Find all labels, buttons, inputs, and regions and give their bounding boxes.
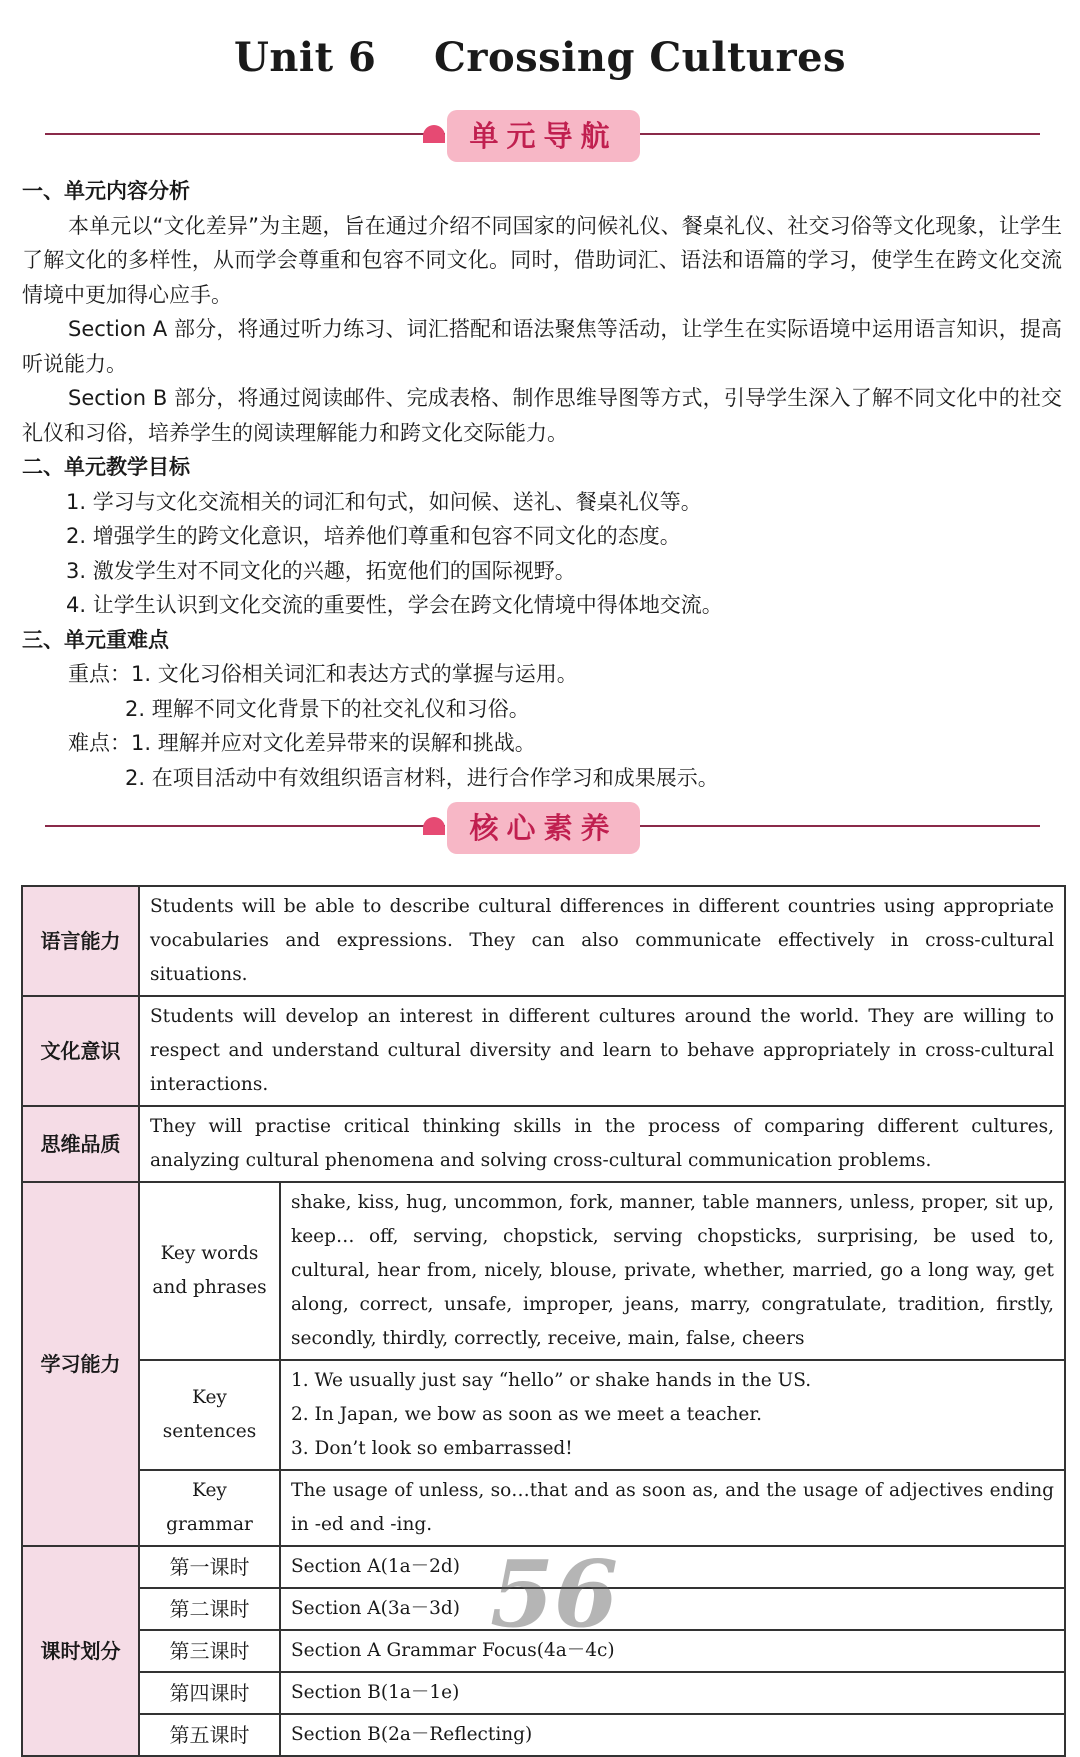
grammar-text: The usage of unless, so…that and as soon as, and the usage of adjectives ending in -ed and -ing.: [280, 1470, 1065, 1546]
table-row: [22, 996, 1065, 1106]
lesson-content: Section A(3a－3d): [280, 1588, 1065, 1630]
sentence-item: 1. We usually just say “hello” or shake hands in the US.: [291, 1370, 812, 1391]
banner-label: 单元导航: [447, 110, 640, 162]
table-row: [22, 1672, 1065, 1714]
category-culture: 文化意识: [22, 996, 139, 1106]
lesson-content: Section B(1a－1e): [280, 1672, 1065, 1714]
divider-line: [45, 825, 445, 827]
goal-item: 2. 增强学生的跨文化意识，培养他们尊重和包容不同文化的态度。: [66, 524, 681, 548]
divider-line: [640, 825, 1040, 827]
keywords-label-line: and phrases: [152, 1277, 267, 1298]
language-ability-text: Students will be able to describe cultural differences in different countries using appropriate vocabularies and expressions. They can also communicate effectively in cross-cultural situations.: [139, 886, 1065, 996]
lesson-name: 第二课时: [139, 1588, 280, 1630]
divider-line: [45, 133, 445, 135]
goal-item: 3. 激发学生对不同文化的兴趣，拓宽他们的国际视野。: [66, 558, 576, 583]
category-schedule: 课时划分: [22, 1546, 139, 1756]
divider-line: [640, 133, 1040, 135]
section-heading: 一、单元内容分析: [22, 179, 190, 203]
table-row: [22, 1106, 1065, 1182]
banner-core-literacy: [0, 800, 1080, 860]
thinking-quality-text: They will practise critical thinking skills in the process of comparing different cultures, analyzing cultural phenomena and solving cross-cultural communication problems.: [139, 1106, 1065, 1182]
banner-ornament: [423, 125, 445, 143]
difficult-point-item: 难点：1. 理解并应对文化差异带来的误解和挑战。: [68, 731, 536, 755]
keywords-label-line: Key words: [160, 1243, 259, 1264]
lesson-content: Section A Grammar Focus(4a－4c): [280, 1630, 1065, 1672]
difficult-point-item: 2. 在项目活动中有效组织语言材料，进行合作学习和成果展示。: [125, 765, 719, 790]
lesson-name: 第一课时: [139, 1546, 280, 1588]
section-heading: 三、单元重难点: [22, 627, 169, 652]
goal-item: 4. 让学生认识到文化交流的重要性，学会在跨文化情境中得体地交流。: [66, 593, 723, 617]
sentences-label: Key sentences: [139, 1360, 280, 1470]
section-heading: 二、单元教学目标: [22, 455, 190, 479]
page-number: 56: [490, 1540, 619, 1648]
lesson-content: Section B(2a－Reflecting): [280, 1714, 1065, 1756]
lesson-name: 第五课时: [139, 1714, 280, 1756]
category-thinking: 思维品质: [22, 1106, 139, 1182]
key-point-item: 重点：1. 文化习俗相关词汇和表达方式的掌握与运用。: [68, 662, 578, 686]
category-learning: 学习能力: [22, 1182, 139, 1546]
lesson-content: Section A(1a－2d): [280, 1546, 1065, 1588]
banner-ornament: [423, 817, 445, 835]
unit-guide-content: [22, 174, 1062, 795]
table-row: [22, 886, 1065, 996]
lesson-name: 第四课时: [139, 1672, 280, 1714]
keywords-text: shake, kiss, hug, uncommon, fork, manner, table manners, unless, proper, sit up, keep… off, serving, chopstick, serving chopsticks, surprising, be used to, cultural, hear from, nicely, blouse, private, whether, married, go a long way, get along, correct, unsafe, improper, jeans, marry, congratulate, tradition, firstly, secondly, thirdly, correctly, receive, main, false, cheers: [280, 1182, 1065, 1360]
table-row: [22, 1470, 1065, 1546]
sentence-item: 3. Don’t look so embarrassed!: [291, 1438, 573, 1459]
cultural-awareness-text: Students will develop an interest in different cultures around the world. They are willing to respect and understand cultural diversity and learn to behave appropriately in cross-cultural interactions.: [139, 996, 1065, 1106]
banner-label: 核心素养: [447, 802, 640, 854]
paragraph: 本单元以“文化差异”为主题，旨在通过介绍不同国家的问候礼仪、餐桌礼仪、社交习俗等文化现象，让学生了解文化的多样性，从而学会尊重和包容不同文化。同时，借助词汇、语法和语篇的学习，使学生在跨文化交流情境中更加得心应手。: [22, 213, 1062, 307]
key-point-item: 2. 理解不同文化背景下的社交礼仪和习俗。: [125, 696, 530, 721]
paragraph: Section B 部分，将通过阅读邮件、完成表格、制作思维导图等方式，引导学生深入了解不同文化中的社交礼仪和习俗，培养学生的阅读理解能力和跨文化交际能力。: [22, 386, 1062, 445]
sentences-list: [280, 1360, 1065, 1470]
sentence-item: 2. In Japan, we bow as soon as we meet a teacher.: [291, 1404, 763, 1425]
keywords-label: [139, 1182, 280, 1360]
page-title: Unit 6 Crossing Cultures: [233, 34, 847, 81]
banner-unit-guide: [0, 108, 1080, 168]
goal-item: 1. 学习与文化交流相关的词汇和句式，如问候、送礼、餐桌礼仪等。: [66, 489, 702, 514]
category-language: 语言能力: [22, 886, 139, 996]
lesson-name: 第三课时: [139, 1630, 280, 1672]
table-row: [22, 1360, 1065, 1470]
grammar-label: Key grammar: [139, 1470, 280, 1546]
paragraph: Section A 部分，将通过听力练习、词汇搭配和语法聚焦等活动，让学生在实际语境中运用语言知识，提高听说能力。: [22, 317, 1062, 376]
table-row: [22, 1714, 1065, 1756]
table-row: [22, 1182, 1065, 1360]
